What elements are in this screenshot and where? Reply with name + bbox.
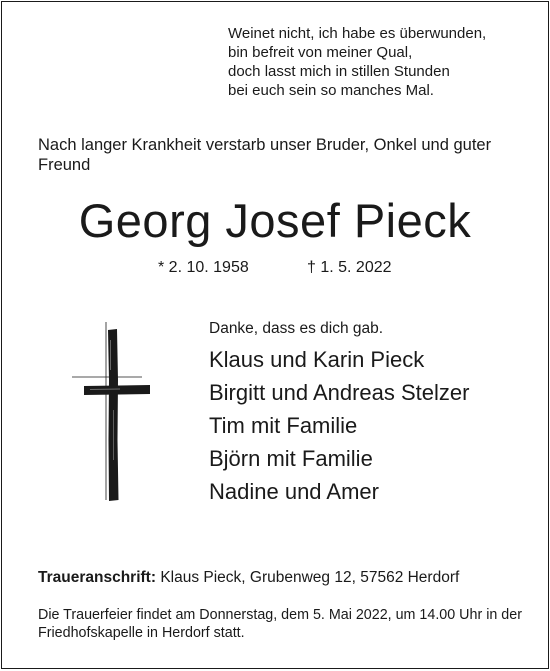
address-label: Traueranschrift: bbox=[38, 569, 157, 586]
address-value: Klaus Pieck, Grubenweg 12, 57562 Herdorf bbox=[156, 569, 460, 586]
mourning-address bbox=[38, 568, 459, 588]
mourner-name: Birgitt und Andreas Stelzer bbox=[209, 380, 470, 405]
mourner-list bbox=[209, 343, 469, 508]
mourner-name: Tim mit Familie bbox=[209, 413, 358, 438]
deceased-name: Georg Josef Pieck bbox=[78, 194, 472, 247]
poem-line: bei euch sein so manches Mal. bbox=[228, 82, 434, 99]
poem-line: bin befreit von meiner Qual, bbox=[228, 44, 413, 61]
death-date: † 1. 5. 2022 bbox=[307, 259, 392, 276]
mourner-name: Nadine und Amer bbox=[209, 479, 379, 504]
mourner-name: Klaus und Karin Pieck bbox=[209, 347, 425, 372]
thanks-line: Danke, dass es dich gab. bbox=[209, 320, 384, 337]
cross-icon bbox=[70, 320, 152, 504]
mourner-name: Björn mit Familie bbox=[209, 446, 373, 471]
service-notice: Die Trauerfeier findet am Donnerstag, dem 5. Mai 2022, um 14.00 Uhr in der Friedhofskapelle in Herdorf statt. bbox=[38, 607, 522, 641]
birth-date: * 2. 10. 1958 bbox=[158, 259, 249, 276]
poem bbox=[228, 24, 486, 100]
poem-line: doch lasst mich in stillen Stunden bbox=[228, 63, 450, 80]
intro-text: Nach langer Krankheit verstarb unser Bruder, Onkel und guter Freund bbox=[38, 136, 492, 174]
obituary-card bbox=[1, 1, 549, 669]
poem-line: Weinet nicht, ich habe es überwunden, bbox=[228, 25, 487, 42]
